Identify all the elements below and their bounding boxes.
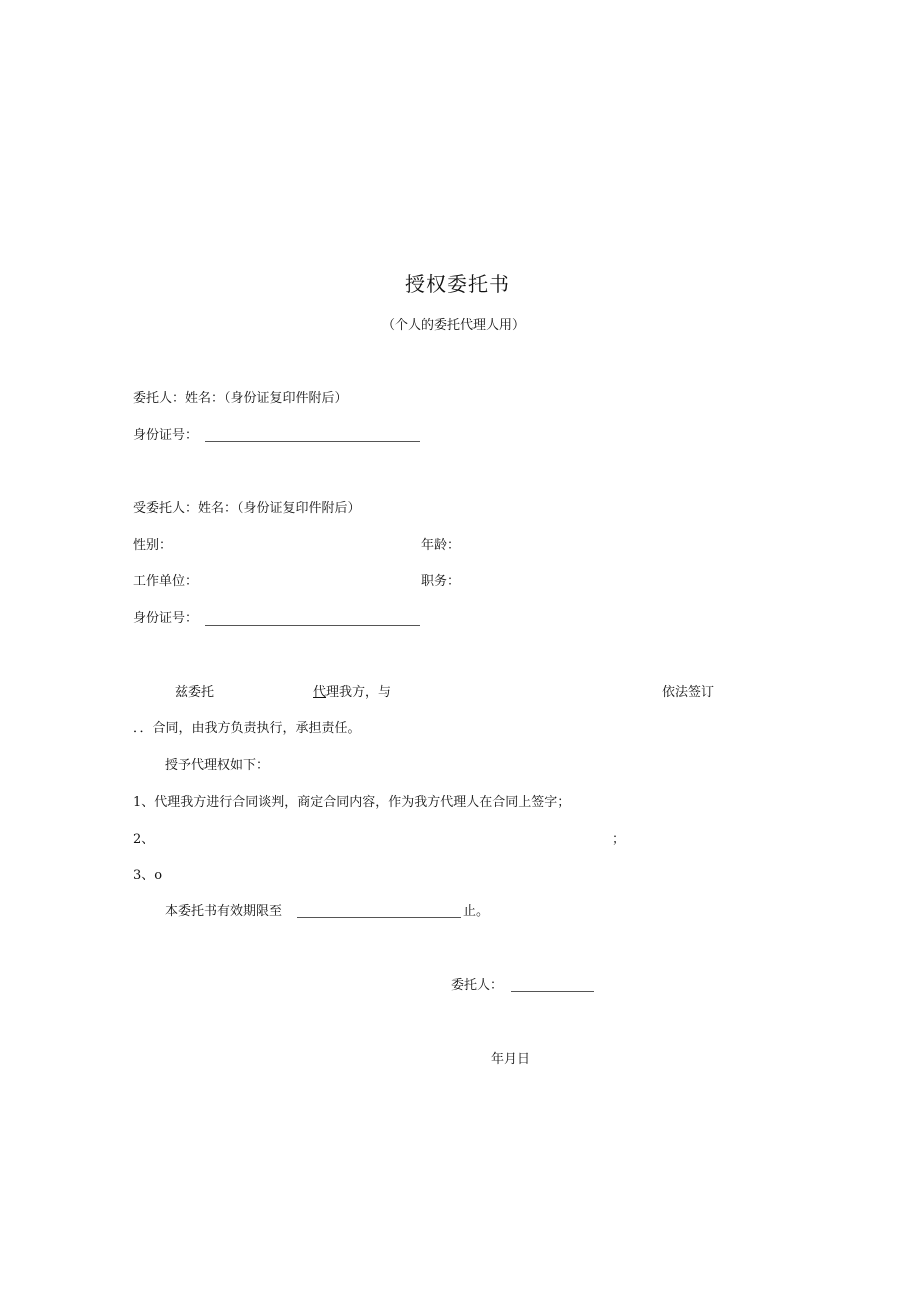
validity-suffix: 止。 bbox=[463, 904, 490, 919]
signature-blank bbox=[511, 991, 594, 992]
agent-age-label: 年龄： bbox=[421, 538, 461, 553]
agent-id-label: 身份证号： bbox=[133, 611, 199, 626]
validity-prefix: 本委托书有效期限至 bbox=[165, 904, 283, 919]
agent-act-underlined: 代 bbox=[313, 685, 327, 700]
document-subtitle: （个人的委托代理人用） bbox=[382, 318, 526, 333]
validity-date-blank bbox=[297, 917, 461, 918]
principal-id-blank bbox=[205, 441, 420, 442]
signature-date: 年月日 bbox=[491, 1052, 531, 1067]
authority-item-3: 3、o bbox=[133, 868, 163, 883]
agent-act-rest: 理我方，与 bbox=[326, 685, 392, 700]
agent-act-text bbox=[313, 685, 391, 701]
grant-line: 授予代理权如下： bbox=[165, 758, 270, 773]
agent-employer-label: 工作单位： bbox=[133, 574, 199, 589]
contract-line: ．．合同，由我方负责执行，承担责任。 bbox=[133, 721, 361, 736]
agent-id-blank bbox=[205, 625, 420, 626]
agent-position-label: 职务： bbox=[421, 574, 461, 589]
sign-text: 依法签订 bbox=[662, 685, 715, 700]
authority-item-1: 1、代理我方进行合同谈判，商定合同内容，作为我方代理人在合同上签字； bbox=[133, 795, 571, 810]
signature-principal-label: 委托人： bbox=[451, 978, 504, 993]
agent-name-line: 受委托人：姓名：（身份证复印件附后） bbox=[133, 501, 361, 516]
document-title: 授权委托书 bbox=[405, 272, 510, 296]
authority-item-2: 2、 bbox=[133, 832, 155, 847]
principal-id-label: 身份证号： bbox=[133, 428, 199, 443]
entrust-text: 兹委托 bbox=[175, 685, 215, 700]
authority-item-2-end: ； bbox=[612, 832, 626, 847]
agent-gender-label: 性别： bbox=[133, 538, 173, 553]
principal-name-line: 委托人：姓名：（身份证复印件附后） bbox=[133, 391, 348, 406]
